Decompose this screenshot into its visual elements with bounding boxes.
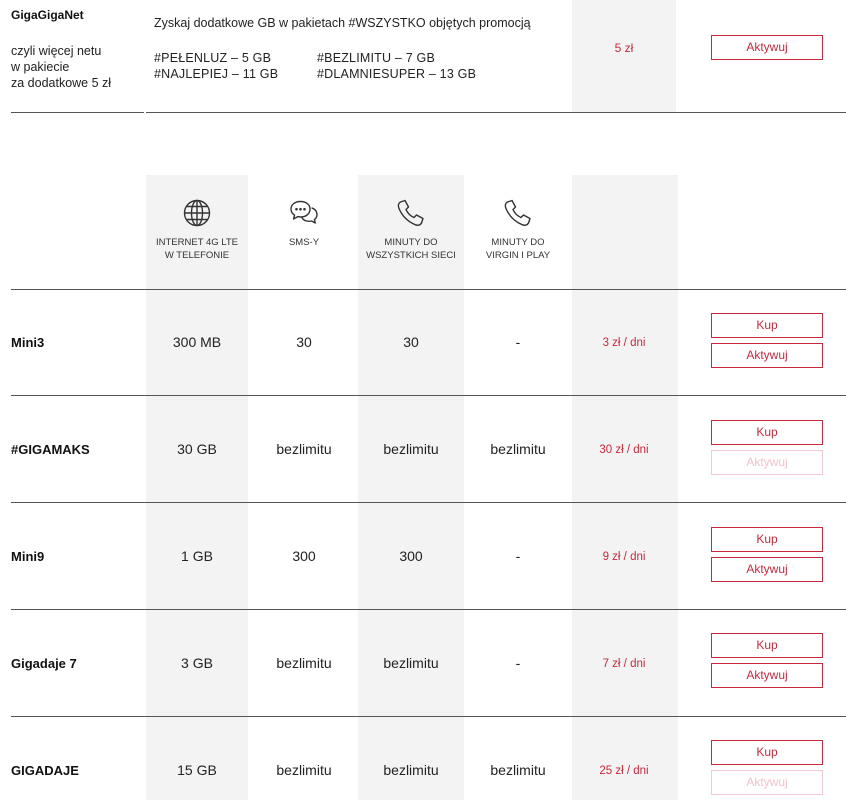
column-header-label [146,236,248,262]
price-amount: 7 zł [602,658,621,670]
price-unit: / dni [623,444,649,456]
package-name: Mini3 [11,335,45,350]
price-amount: 3 zł [602,337,621,349]
column-header-label [466,236,570,262]
column-header-label-line: MINUTY DO [384,237,438,248]
column-header-label-line: W TELEFONIE [164,250,230,261]
minutes-all-column-bg [358,175,464,800]
column-header-sms [252,198,356,249]
price-amount: 30 zł [599,444,624,456]
minutes-virgin-value: bezlimitu [490,441,546,457]
sms-value: bezlimitu [276,762,332,778]
price-unit: / dni [620,337,646,349]
promo-subtitle-line: w pakiecie [11,60,70,74]
column-header-label-line: WSZYSTKICH SIECI [366,250,456,261]
sms-value: 30 [296,334,312,350]
promo-code: #PEŁENLUZ – 5 GB [154,51,272,65]
sms-value: bezlimitu [276,441,332,457]
promo-subtitle-line: czyli więcej netu [11,44,102,58]
column-header-label [358,236,464,262]
promo-activate-button[interactable]: Aktywuj [711,35,823,60]
package-price [572,337,676,349]
buy-button[interactable]: Kup [711,740,823,765]
promo-code: #NAJLEPIEJ – 11 GB [154,67,279,81]
price-unit: / dni [623,765,649,777]
minutes-all-value: 30 [403,334,419,350]
minutes-all-value: bezlimitu [383,655,439,671]
internet-value: 30 GB [177,441,217,457]
activate-button-disabled: Aktywuj [711,450,823,475]
price-amount: 25 zł [599,765,624,777]
divider [11,112,144,113]
sms-value: 300 [292,548,316,564]
internet-value: 3 GB [181,655,213,671]
package-name: Gigadaje 7 [11,656,77,671]
column-header-internet [146,198,248,262]
package-price [572,658,676,670]
column-header-minutes-all [358,198,464,262]
sms-value: bezlimitu [276,655,332,671]
internet-value: 1 GB [181,548,213,564]
promo-title: GigaGigaNet [11,8,84,22]
price-amount: 9 zł [602,551,621,563]
promo-code: #BEZLIMITU – 7 GB [317,51,436,65]
price-unit: / dni [620,658,646,670]
phone-icon [503,198,533,228]
divider [146,112,846,113]
internet-value: 15 GB [177,762,217,778]
buy-button[interactable]: Kup [711,313,823,338]
promo-price-column-bg [572,0,676,112]
buy-button[interactable]: Kup [711,633,823,658]
divider [11,716,846,717]
promo-subtitle-line: za dodatkowe 5 zł [11,76,112,90]
activate-button-disabled: Aktywuj [711,770,823,795]
phone-icon [396,198,426,228]
column-header-minutes-virgin [466,198,570,262]
minutes-all-value: 300 [399,548,423,564]
buy-button[interactable]: Kup [711,420,823,445]
column-header-label-line: MINUTY DO [491,237,545,248]
divider [11,395,846,396]
activate-button[interactable]: Aktywuj [711,663,823,688]
promo-price: 5 zł [614,41,634,55]
activate-button[interactable]: Aktywuj [711,557,823,582]
promo-subtitle [11,43,141,91]
activate-button[interactable]: Aktywuj [711,343,823,368]
internet-column-bg [146,175,248,800]
minutes-virgin-value: bezlimitu [490,762,546,778]
package-name: #GIGAMAKS [11,442,90,457]
divider [11,502,846,503]
column-header-label-line: SMS-Y [288,237,320,248]
package-price [572,551,676,563]
promo-headline: Zyskaj dodatkowe GB w pakietach #WSZYSTKO objętych promocją [154,16,531,30]
package-price [572,444,676,456]
minutes-virgin-value: - [515,655,521,671]
package-name: GIGADAJE [11,763,79,778]
globe-icon [182,198,212,228]
column-header-label-line: INTERNET 4G LTE [156,237,238,248]
price-unit: / dni [620,551,646,563]
minutes-all-value: bezlimitu [383,441,439,457]
minutes-virgin-value: - [515,334,521,350]
internet-value: 300 MB [172,334,222,350]
chat-bubbles-icon [289,198,319,228]
divider [11,609,846,610]
divider [11,289,846,290]
column-header-label-line: VIRGIN I PLAY [485,250,551,261]
buy-button[interactable]: Kup [711,527,823,552]
promo-code: #DLAMNIESUPER – 13 GB [317,67,477,81]
package-name: Mini9 [11,549,45,564]
minutes-virgin-value: - [515,548,521,564]
column-header-label [252,236,356,249]
minutes-all-value: bezlimitu [383,762,439,778]
package-price [572,765,676,777]
price-column-bg [572,175,678,800]
